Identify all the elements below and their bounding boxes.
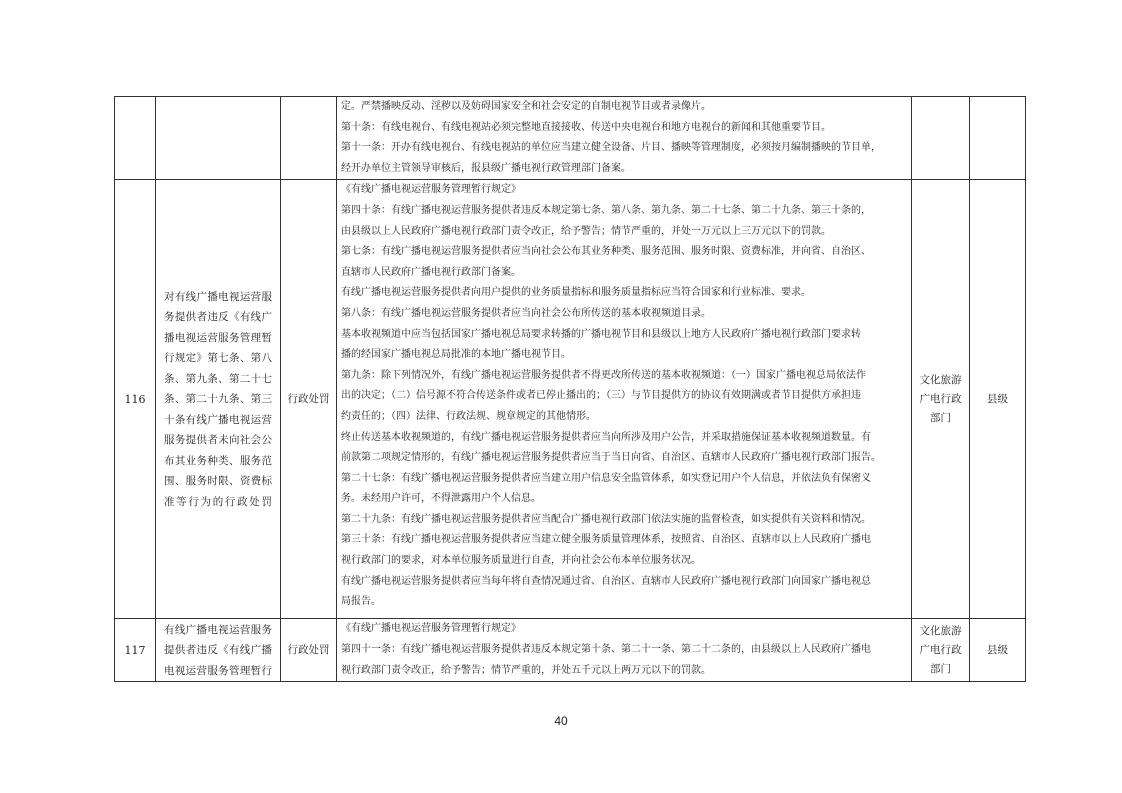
org-cell <box>912 619 970 682</box>
content-line: 播的经国家广播电视总局批准的本地广播电视节目。 <box>341 349 571 361</box>
row-number: 117 <box>115 619 156 682</box>
content-cell <box>337 180 912 619</box>
matter-line: 十条有线广播电视运营 <box>164 413 272 426</box>
matter-line: 电视运营服务管理暂行 <box>164 664 272 677</box>
category-cell: 行政处罚 <box>281 619 337 682</box>
org-line: 文化旅游 <box>919 373 962 386</box>
org-line: 部门 <box>930 411 951 424</box>
content-line: 《有线广播电视运营服务管理暂行规定》 <box>341 184 521 196</box>
content-line: 第四十条：有线广播电视运营服务提供者违反本规定第七条、第八条、第九条、第二十七条、第二十九条、第三十条的， <box>341 204 871 216</box>
table-row <box>115 619 1026 682</box>
content-line: 第三十条：有线广播电视运营服务提供者应当建立健全服务质量管理体系，按照省、自治区、直辖市以上人民政府广播电 <box>341 534 871 546</box>
content-line: 约责任的；（四）法律、行政法规、规章规定的其他情形。 <box>341 410 596 422</box>
content-line: 《有线广播电视运营服务管理暂行规定》 <box>341 623 521 635</box>
matter-cell <box>156 97 281 180</box>
content-line: 前款第二项规定情形的，有线广播电视运营服务提供者应当于当日向省、自治区、直辖市人民政府广播电视行政部门报告。 <box>341 452 881 464</box>
content-line: 第二十九条：有线广播电视运营服务提供者应当配合广播电视行政部门依法实施的监督检查，如实提供有关资料和情况。 <box>341 513 871 525</box>
content-line: 定。严禁播映反动、淫秽以及妨碍国家安全和社会安定的自制电视节目或者录像片。 <box>341 101 711 112</box>
content-line: 第九条：除下列情况外，有线广播电视运营服务提供者不得更改所传送的基本收视频道：（一）国家广播电视总局依法作 <box>341 369 866 381</box>
level-cell <box>970 97 1026 180</box>
table-row <box>115 180 1026 619</box>
matter-line: 围、服务时限、资费标 <box>164 475 272 488</box>
matter-line: 对有线广播电视运营服 <box>164 290 272 303</box>
content-line: 直辖市人民政府广播电视行政部门备案。 <box>341 266 521 278</box>
content-line: 视行政部门的要求，对本单位服务质量进行自查，并向社会公布本单位服务状况。 <box>341 555 701 567</box>
level-cell: 县级 <box>970 180 1026 619</box>
org-cell <box>912 180 970 619</box>
org-line: 部门 <box>930 662 951 675</box>
org-cell <box>912 97 970 180</box>
content-line: 视行政部门责令改正，给予警告；情节严重的，并处五千元以上两万元以下的罚款。 <box>341 664 711 676</box>
matter-cell <box>156 180 281 619</box>
level-cell: 县级 <box>970 619 1026 682</box>
content-line: 局报告。 <box>341 596 381 608</box>
matter-line: 服务提供者未向社会公 <box>164 434 272 447</box>
content-line: 由县级以上人民政府广播电视行政部门责令改正，给予警告；情节严重的，并处一万元以上三万元以下的罚款。 <box>341 225 831 237</box>
category-cell: 行政处罚 <box>281 180 337 619</box>
content-line: 第十条：有线电视台、有线电视站必须完整地直接接收、传送中央电视台和地方电视台的新闻和其他重要节目。 <box>341 121 831 133</box>
content-line: 终止传送基本收视频道的，有线广播电视运营服务提供者应当向所涉及用户公告，并采取措施保证基本收视频道数量。有 <box>341 431 871 443</box>
content-cell <box>337 619 912 682</box>
matter-line: 布其业务种类、服务范 <box>164 454 272 467</box>
content-line: 务。未经用户许可，不得泄露用户个人信息。 <box>341 493 541 505</box>
content-line: 第十一条：开办有线电视台、有线电视站的单位应当建立健全设备、片目、播映等管理制度，必须按月编制播映的节目单， <box>341 142 881 154</box>
content-line: 有线广播电视运营服务提供者向用户提供的业务质量指标和服务质量指标应当符合国家和行业标准、要求。 <box>341 287 811 299</box>
content-line: 第七条：有线广播电视运营服务提供者应当向社会公布其业务种类、服务范围、服务时限、资费标准，并向省、自治区、 <box>341 246 871 258</box>
category-cell <box>281 97 337 180</box>
matter-line: 播电视运营服务管理暂 <box>164 331 272 344</box>
org-line: 广电行政 <box>919 392 962 405</box>
table-row <box>115 97 1026 180</box>
row-number: 116 <box>115 180 156 619</box>
matter-line: 准等行为的行政处罚 <box>164 495 272 508</box>
matter-line: 务提供者违反《有线广 <box>164 311 272 324</box>
content-line: 第四十一条：有线广播电视运营服务提供者违反本规定第十条、第二十一条、第二十二条的，由县级以上人民政府广播电 <box>341 643 871 655</box>
matter-line: 条、第九条、第二十七 <box>164 372 272 385</box>
regulation-table <box>114 96 1026 682</box>
matter-line: 行规定》第七条、第八 <box>164 352 272 365</box>
matter-line: 提供者违反《有线广播 <box>164 644 272 657</box>
content-line: 第八条：有线广播电视运营服务提供者应当向社会公布所传送的基本收视频道目录。 <box>341 307 711 319</box>
org-line: 广电行政 <box>919 643 962 656</box>
content-line: 第二十七条：有线广播电视运营服务提供者应当建立用户信息安全监管体系，如实登记用户个人信息，并依法负有保密义 <box>341 472 871 484</box>
page-number: 40 <box>554 714 568 728</box>
content-line: 经开办单位主管领导审核后，报县级广播电视行政管理部门备案。 <box>341 162 631 174</box>
content-line: 基本收视频道中应当包括国家广播电视总局要求转播的广播电视节目和县级以上地方人民政府广播电视行政部门要求转 <box>341 328 861 340</box>
content-cell <box>337 97 912 180</box>
content-line: 有线广播电视运营服务提供者应当每年将自查情况通过省、自治区、直辖市人民政府广播电视行政部门向国家广播电视总 <box>341 575 871 587</box>
row-number <box>115 97 156 180</box>
matter-line: 条、第二十九条、第三 <box>164 393 272 406</box>
matter-line: 有线广播电视运营服务 <box>164 623 272 636</box>
org-line: 文化旅游 <box>919 624 962 637</box>
matter-cell <box>156 619 281 682</box>
content-line: 出的决定；（二）信号源不符合传送条件或者已停止播出的；（三）与节目提供方的协议有效期满或者节目提供方承担违 <box>341 390 861 402</box>
